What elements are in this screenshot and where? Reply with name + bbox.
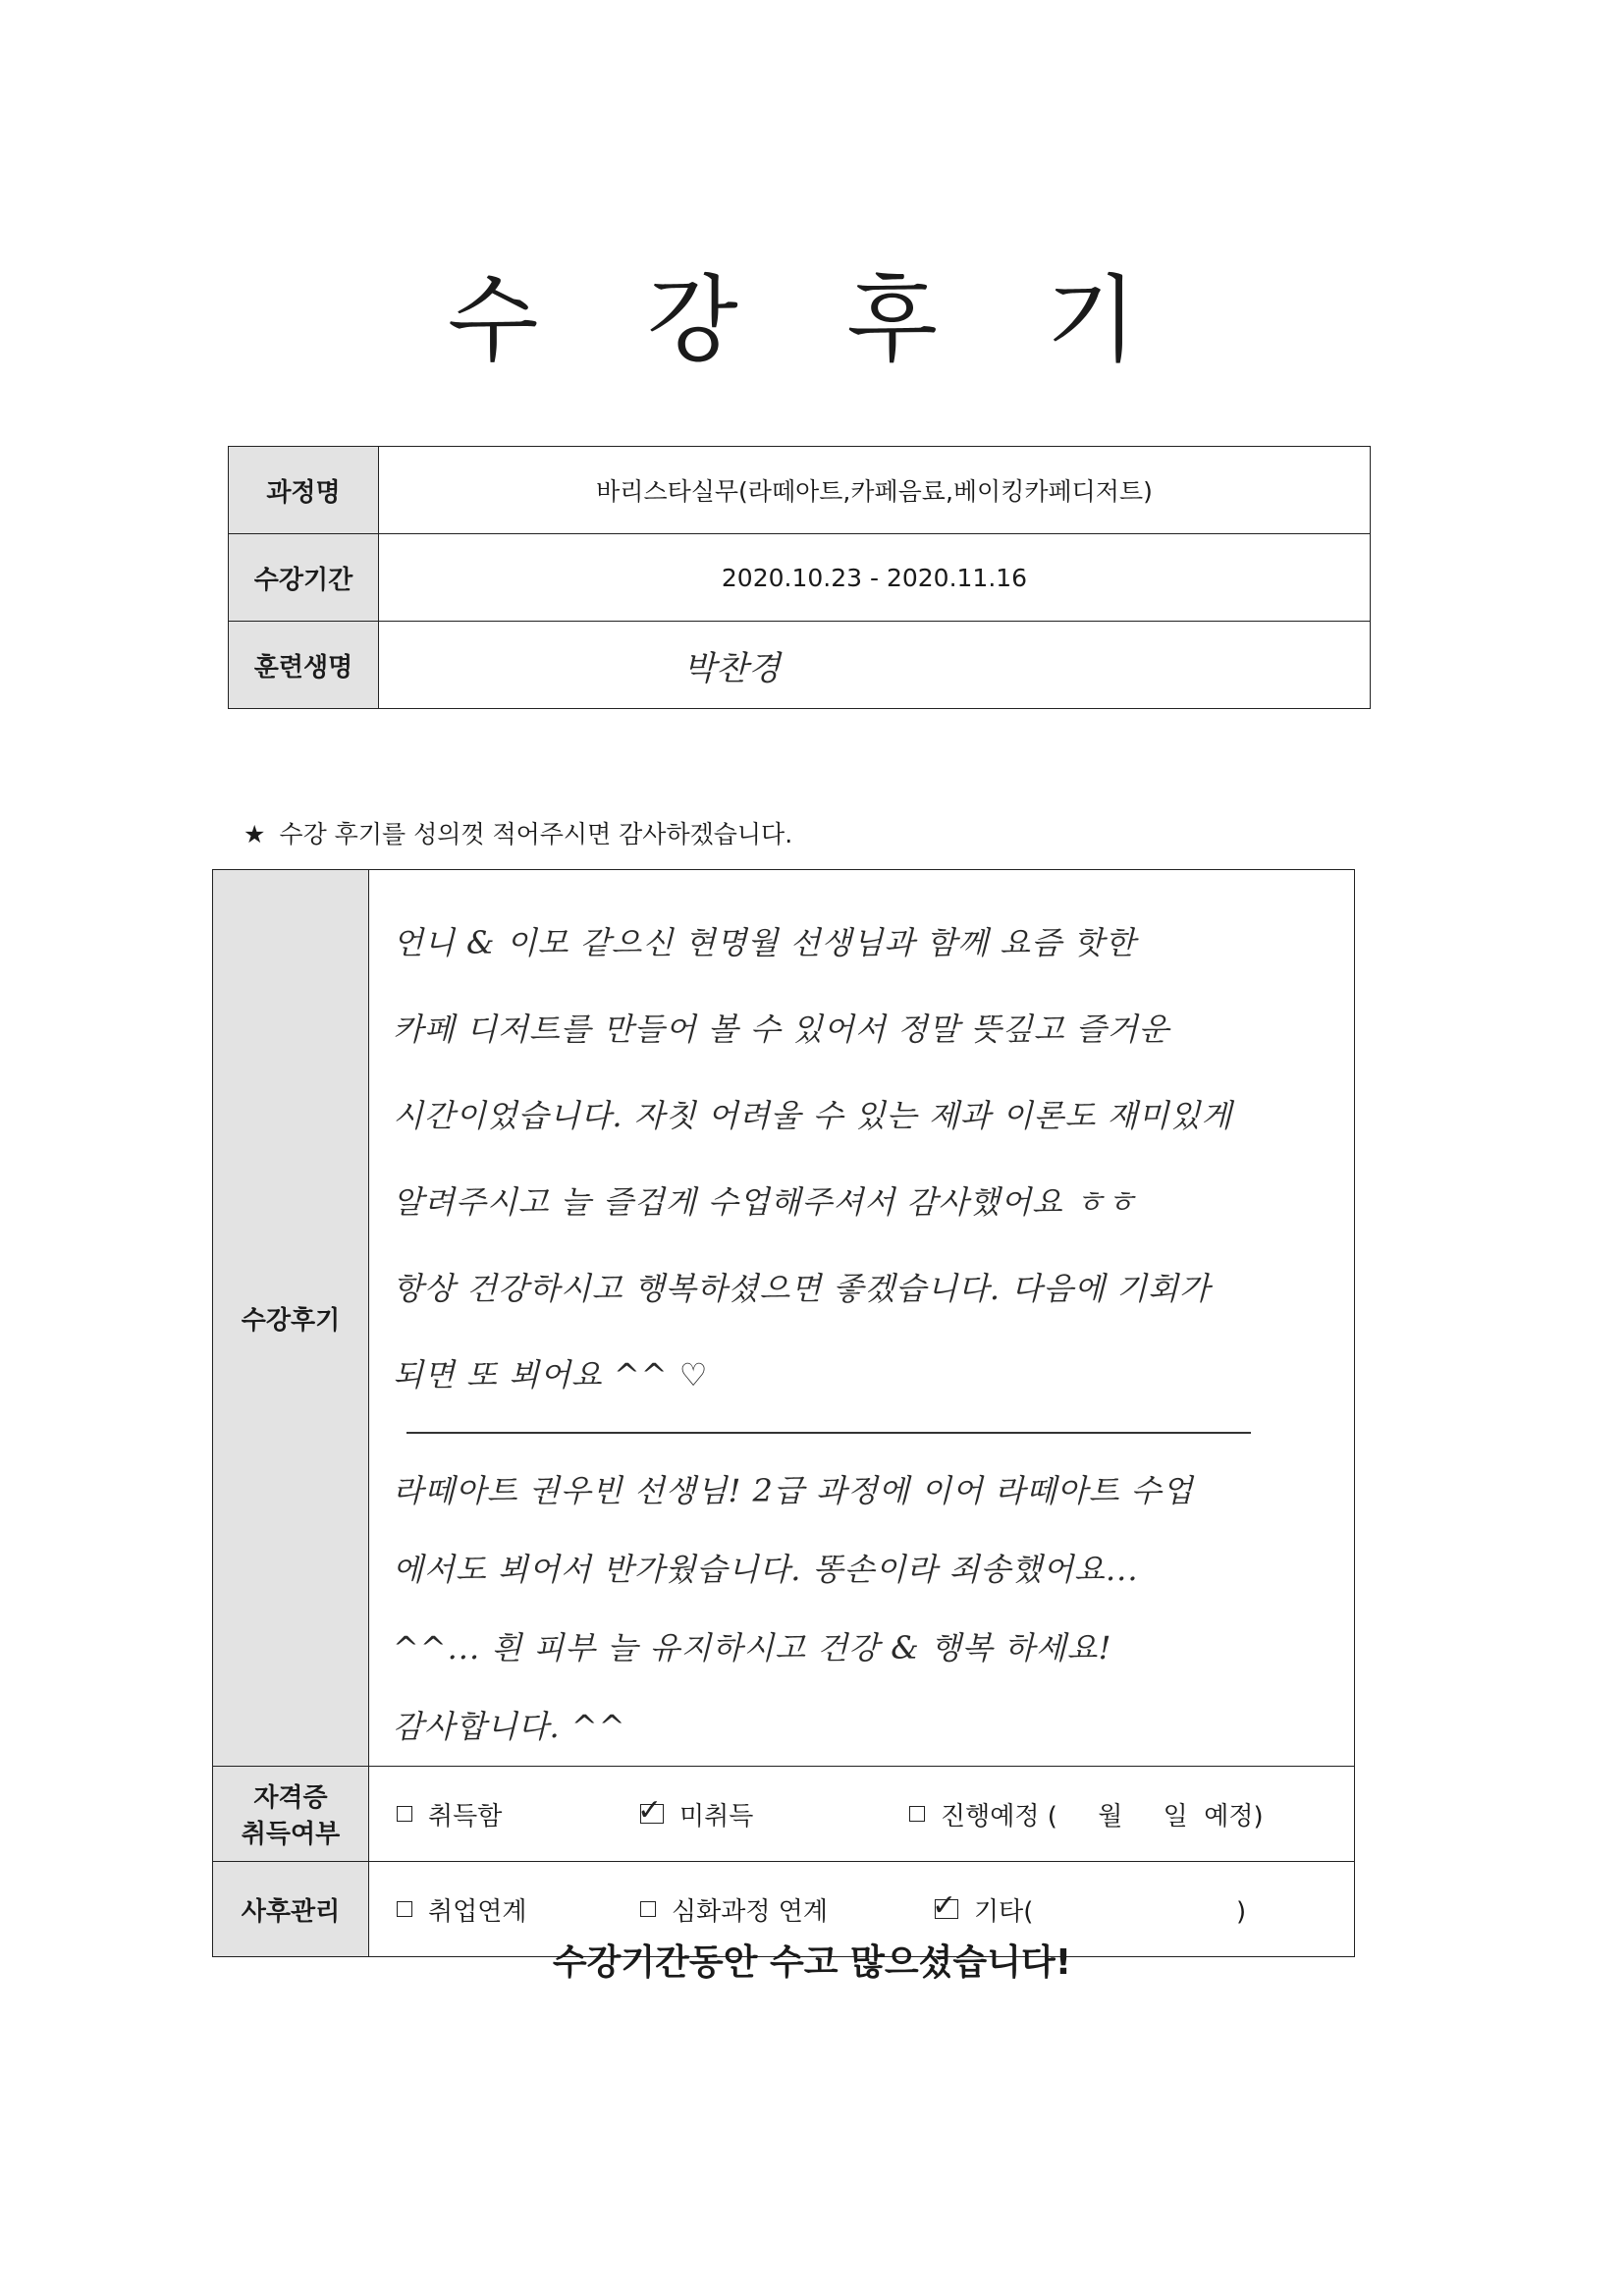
review-line: 되면 또 뵈어요 ^^ ♡ [393, 1356, 709, 1394]
review-line: 시간이었습니다. 자칫 어려울 수 있는 제과 이론도 재미있게 [393, 1097, 1233, 1134]
cert-row [213, 1767, 1355, 1862]
review-line: 항상 건강하시고 행복하셨으면 좋겠습니다. 다음에 기회가 [393, 1270, 1211, 1307]
review-divider [406, 1432, 1251, 1434]
review-line: ^^... 흰 피부 늘 유지하시고 건강 & 행복 하세요! [393, 1629, 1112, 1667]
instruction-text: 수강 후기를 성의껏 적어주시면 감사하겠습니다. [279, 820, 793, 848]
cert-options-cell [369, 1767, 1355, 1862]
cert-option-label: 취득함 [428, 1801, 503, 1831]
period-label: 수강기간 [229, 534, 379, 622]
trainee-row [229, 622, 1371, 709]
checkbox-checked-icon[interactable] [637, 1793, 664, 1828]
star-icon: ★ [244, 820, 266, 848]
review-line: 라떼아트 권우빈 선생님! 2급 과정에 이어 라떼아트 수업 [393, 1472, 1194, 1509]
followup-option-label: 기타( ) [974, 1896, 1247, 1927]
course-info-table [228, 446, 1371, 709]
followup-option-advanced[interactable] [640, 1891, 935, 1928]
review-table [212, 869, 1355, 1957]
followup-option-label: 심화과정 연계 [672, 1896, 828, 1927]
followup-option-job[interactable] [397, 1891, 640, 1928]
checkbox-icon[interactable] [909, 1806, 925, 1822]
course-row [229, 447, 1371, 534]
review-line: 감사합니다. ^^ [393, 1708, 626, 1745]
course-label: 과정명 [229, 447, 379, 534]
followup-option-other[interactable] [932, 1888, 1247, 1928]
checkbox-icon[interactable] [640, 1901, 656, 1917]
trainee-name-field[interactable] [379, 622, 1371, 709]
trainee-name: 박찬경 [683, 648, 781, 688]
cert-label-line1: 자격증 [253, 1783, 328, 1813]
cert-label [213, 1767, 369, 1862]
check-mark-icon: ✓ [932, 1888, 957, 1923]
review-label: 수강후기 [213, 870, 369, 1767]
followup-label: 사후관리 [213, 1862, 369, 1957]
cert-option-planned[interactable] [909, 1796, 1264, 1832]
instruction-note [244, 815, 792, 850]
cert-option-obtained[interactable] [397, 1796, 640, 1832]
followup-option-label: 취업연계 [428, 1896, 527, 1927]
page-title: 수 강 후 기 [447, 265, 1177, 375]
check-mark-icon: ✓ [637, 1793, 663, 1828]
review-line: 에서도 뵈어서 반가웠습니다. 똥손이라 죄송했어요... [393, 1551, 1139, 1588]
review-line: 언니 & 이모 같으신 현명월 선생님과 함께 요즘 핫한 [393, 924, 1137, 961]
checkbox-icon[interactable] [397, 1806, 412, 1822]
course-value: 바리스타실무(라떼아트,카페음료,베이킹카페디저트) [379, 447, 1371, 534]
review-line: 카페 디저트를 만들어 볼 수 있어서 정말 뜻깊고 즐거운 [393, 1011, 1170, 1048]
checkbox-icon[interactable] [397, 1901, 412, 1917]
period-row [229, 534, 1371, 622]
followup-options [369, 1888, 1354, 1928]
closing-message: 수강기간동안 수고 많으셨습니다! [552, 1942, 1072, 1983]
review-line: 알려주시고 늘 즐겁게 수업해주셔서 감사했어요 ㅎㅎ [393, 1183, 1137, 1221]
cert-label-line2: 취득여부 [241, 1820, 341, 1849]
cert-option-label: 진행예정 ( 월 일 예정) [941, 1801, 1264, 1831]
trainee-label: 훈련생명 [229, 622, 379, 709]
review-row [213, 870, 1355, 1767]
checkbox-checked-icon[interactable] [932, 1888, 958, 1923]
period-value: 2020.10.23 - 2020.11.16 [379, 534, 1371, 622]
review-text-area[interactable] [369, 870, 1355, 1767]
cert-option-label: 미취득 [679, 1801, 754, 1831]
cert-option-not-obtained[interactable] [637, 1793, 909, 1832]
cert-options [369, 1793, 1354, 1832]
